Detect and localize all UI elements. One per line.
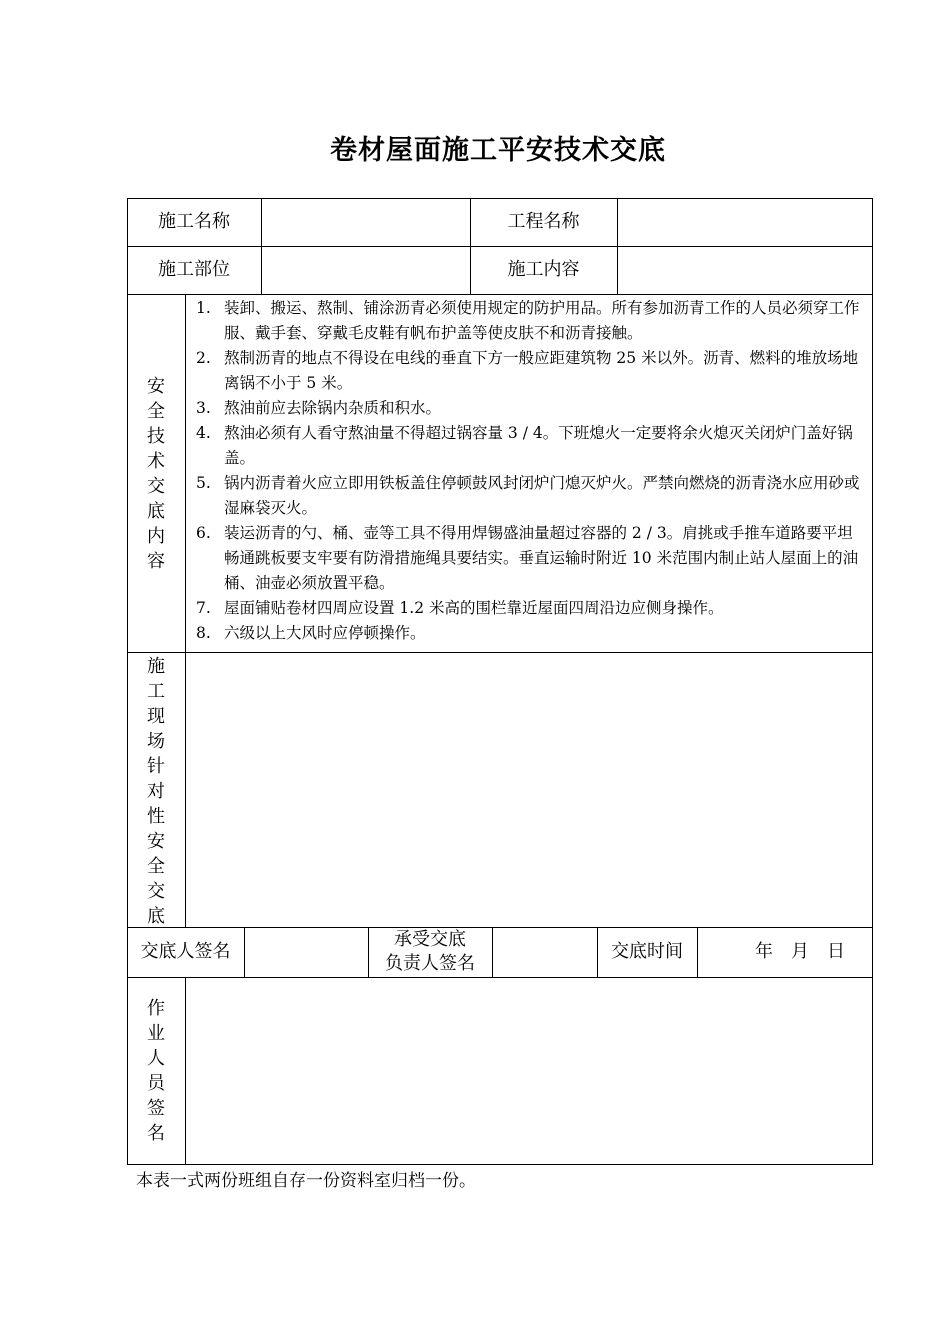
list-item: 7. 屋面铺贴卷材四周应设置 1.2 米高的围栏靠近屋面四周沿边应侧身操作。 [196, 599, 724, 617]
footer-note: 本表一式两份班组自存一份资料室归档一份。 [136, 1171, 476, 1191]
row-divider [127, 294, 873, 295]
construction-name-label: 施工名称 [158, 211, 230, 232]
onsite-content-field[interactable] [186, 653, 873, 927]
presentation-time-label: 交底时间 [611, 941, 683, 962]
safety-section-label: 安全技术交底内容 [147, 376, 165, 572]
receiver-signature-label [368, 927, 492, 977]
workers-signature-field[interactable] [186, 978, 873, 1165]
receiver-signature-field[interactable] [493, 927, 597, 977]
list-item: 6. 装运沥青的勺、桶、壶等工具不得用焊锡盛油量超过容器的 2 / 3。肩挑或手推车道路要平坦畅通跳板要支牢要有防滑措施绳具要结实。垂直运输时附近 10 米范围内制止站人屋面上的油桶、油壶必须放置平稳。 [196, 524, 859, 592]
workers-section-label: 作业人员签名 [147, 998, 165, 1144]
construction-part-field[interactable] [262, 246, 470, 294]
safety-items-list [192, 296, 864, 646]
onsite-section-label: 施工现场针对性安全交底 [147, 656, 165, 927]
list-item: 8. 六级以上大风时应停顿操作。 [196, 624, 426, 642]
presenter-signature-field[interactable] [245, 927, 368, 977]
list-item: 2. 熬制沥青的地点不得设在电线的垂直下方一般应距建筑物 25 米以外。沥青、燃料的堆放场地离锅不小于 5 米。 [196, 349, 859, 392]
project-name-field[interactable] [618, 198, 873, 246]
construction-part-label: 施工部位 [158, 259, 230, 280]
list-item: 1. 装卸、搬运、熬制、铺涂沥青必须使用规定的防护用品。所有参加沥青工作的人员必须穿工作服、戴手套、穿戴毛皮鞋有帆布护盖等使皮肤不和沥青接触。 [196, 299, 860, 342]
receiver-label-line2: 负责人签名 [385, 953, 475, 974]
project-name-label: 工程名称 [507, 211, 580, 232]
list-item: 5. 锅内沥青着火应立即用铁板盖住停顿鼓风封闭炉门熄灭炉火。严禁向燃烧的沥青浇水应用砂或湿麻袋灭火。 [196, 474, 860, 517]
list-item: 3. 熬油前应去除锅内杂质和积水。 [196, 399, 442, 417]
construction-name-field[interactable] [262, 198, 470, 246]
document-title: 卷材屋面施工平安技术交底 [330, 135, 666, 166]
construction-content-field[interactable] [618, 246, 873, 294]
presentation-date-field[interactable]: 年 月 日 [755, 941, 845, 962]
construction-content-label: 施工内容 [507, 259, 580, 280]
presenter-signature-label: 交底人签名 [140, 941, 231, 962]
list-item: 4. 熬油必须有人看守熬油量不得超过锅容量 3 / 4。下班熄火一定要将余火熄灭关闭炉门盖好锅盖。 [196, 424, 853, 467]
receiver-label-line1: 承受交底 [394, 929, 466, 950]
